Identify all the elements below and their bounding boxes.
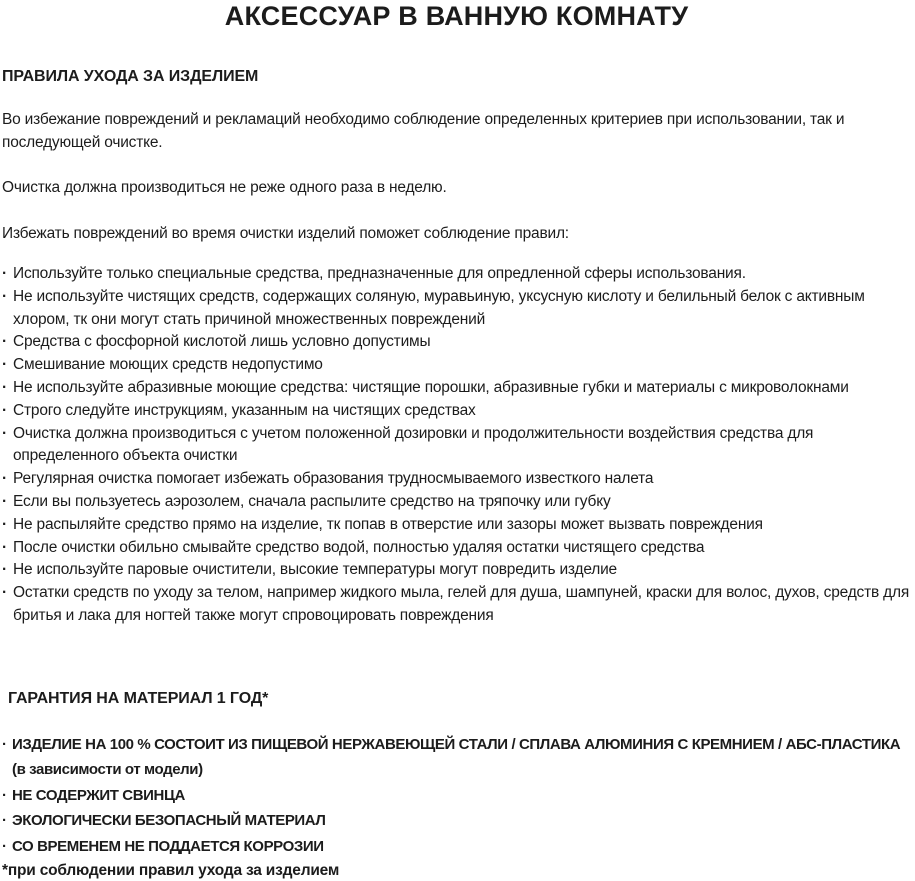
care-paragraph-rules-intro: Избежать повреждений во время очистки изделий поможет соблюдение правил: <box>2 224 569 242</box>
care-paragraph-intro: Во избежание повреждений и рекламаций необходимо соблюдение определенных критериев при использовании, так и последующей очистке. <box>2 111 845 151</box>
care-section-heading: ПРАВИЛА УХОДА ЗА ИЗДЕЛИЕМ <box>2 68 259 85</box>
care-rule-item: · Используйте только специальные средства, предназначенные для опредленной сферы использования. <box>2 263 911 286</box>
care-rule-item: · Не распыляйте средство прямо на изделие, тк попав в отверстие или зазоры может вызвать повреждения <box>2 514 911 537</box>
care-rule-item: · Остатки средств по уходу за телом, например жидкого мыла, гелей для душа, шампуней, краски для волос, духов, средств для бритья и лака для ногтей также могут спровоцировать повреждения <box>2 582 911 628</box>
warranty-item: · ИЗДЕЛИЕ НА 100 % СОСТОИТ ИЗ ПИЩЕВОЙ НЕРЖАВЕЮЩЕЙ СТАЛИ / СПЛАВА АЛЮМИНИЯ С КРЕМНИЕМ / АБС-ПЛАСТИКА (в зависимости от модели) <box>2 732 911 783</box>
warranty-section-heading: ГАРАНТИЯ НА МАТЕРИАЛ 1 ГОД* <box>8 689 269 707</box>
page-title: АКСЕССУАР В ВАННУЮ КОМНАТУ <box>224 1 689 31</box>
care-rules-list <box>2 263 911 628</box>
warranty-items-list <box>2 732 911 860</box>
care-rule-item: · Средства с фосфорной кислотой лишь условно допустимы <box>2 331 911 354</box>
care-rule-item: · Смешивание моющих средств недопустимо <box>2 354 911 377</box>
care-rule-item: · Если вы пользуетесь аэрозолем, сначала распылите средство на тряпочку или губку <box>2 491 911 514</box>
care-rule-item: · Не используйте паровые очистители, высокие температуры могут повредить изделие <box>2 559 911 582</box>
care-paragraph-frequency: Очистка должна производиться не реже одного раза в неделю. <box>2 179 447 196</box>
care-rule-item: · Очистка должна производиться с учетом положенной дозировки и продолжительности воздействия средства для определенного объекта очистки <box>2 423 911 469</box>
care-rule-item: · Не используйте чистящих средств, содержащих соляную, муравьиную, уксусную кислоту и белильный белок с активным хлором, тк они могут стать причиной множественных повреждений <box>2 286 911 332</box>
care-rule-item: · Не используйте абразивные моющие средства: чистящие порошки, абразивные губки и материалы с микроволокнами <box>2 377 911 400</box>
warranty-item: · СО ВРЕМЕНЕМ НЕ ПОДДАЕТСЯ КОРРОЗИИ <box>2 834 911 860</box>
warranty-item: · НЕ СОДЕРЖИТ СВИНЦА <box>2 783 911 809</box>
care-rule-item: · Строго следуйте инструкциям, указанным на чистящих средствах <box>2 400 911 423</box>
care-rule-item: · После очистки обильно смывайте средство водой, полностью удаляя остатки чистящего средства <box>2 537 911 560</box>
document-page <box>0 1 915 880</box>
care-rule-item: · Регулярная очистка помогает избежать образования трудносмываемого известкого налета <box>2 468 911 491</box>
warranty-item: · ЭКОЛОГИЧЕСКИ БЕЗОПАСНЫЙ МАТЕРИАЛ <box>2 808 911 834</box>
warranty-footnote: *при соблюдении правил ухода за изделием <box>2 862 340 880</box>
